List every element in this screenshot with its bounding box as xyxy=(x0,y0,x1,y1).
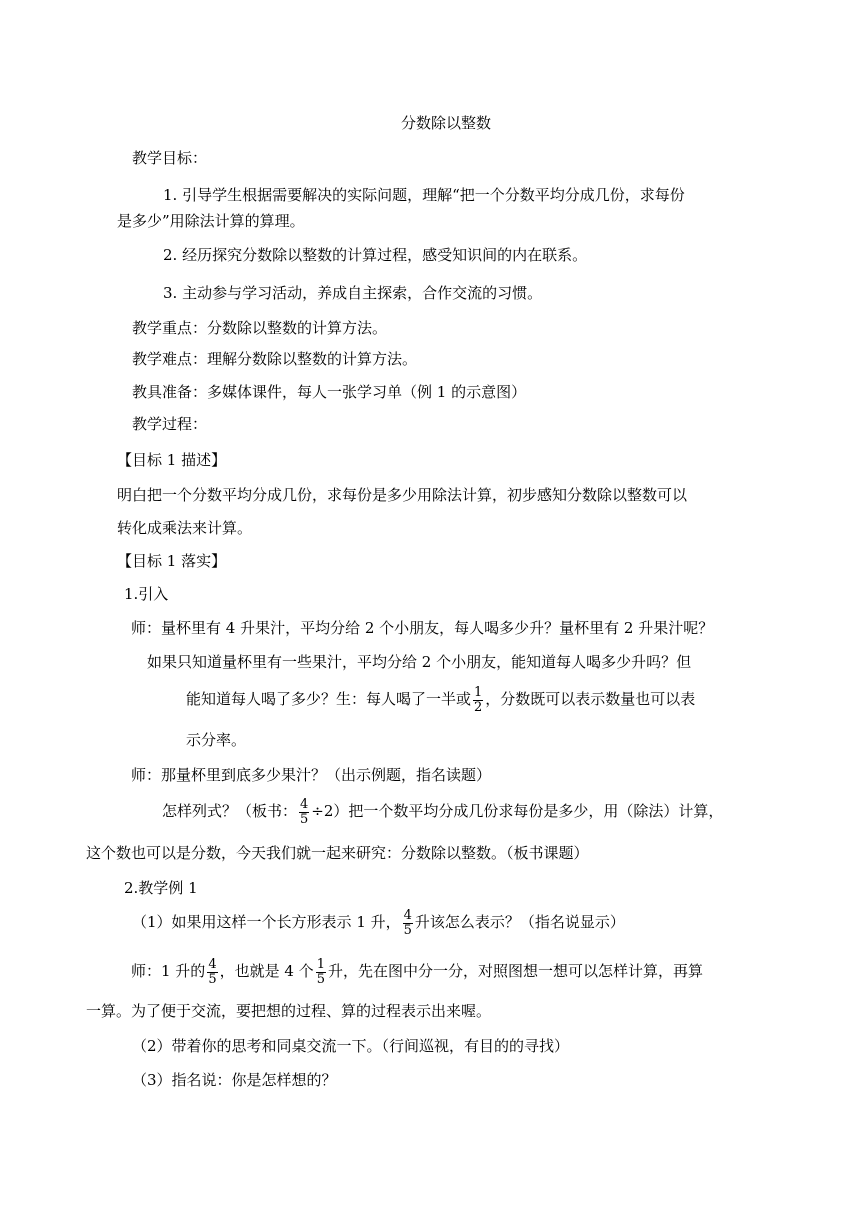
target-1-description-line-1: 明白把一个分数平均分成几份，求每份是多少用除法计算，初步感知分数除以整数可以 xyxy=(117,486,688,504)
teacher-line-3-post: ，分数既可以表示数量也可以表 xyxy=(485,690,696,708)
question-2: （2）带着你的思考和同桌交流一下。（行间巡视，有目的的寻找） xyxy=(132,1037,570,1055)
question-1-pre: （1）如果用这样一个长方形表示 1 升， xyxy=(132,913,401,931)
fraction-four-fifths-numerator: 4 xyxy=(300,796,309,812)
teacher-line-2: 如果只知道量杯里有一些果汁，平均分给 2 个小朋友，能知道每人喝多少升吗？但 xyxy=(147,653,692,671)
formula-line-1 xyxy=(162,796,723,827)
goal-3: 3. 主动参与学习活动，养成自主探索，合作交流的习惯。 xyxy=(163,284,543,302)
target-1-description-heading: 【目标 1 描述】 xyxy=(117,451,227,469)
formula-pre: 怎样列式？（板书： xyxy=(162,802,298,820)
example-heading: 2.教学例 1 xyxy=(124,879,198,897)
goal-1-line-2: 是多少”用除法计算的算理。 xyxy=(117,212,305,230)
goal-1-line-1: 1. 引导学生根据需要解决的实际问题，理解“把一个分数平均分成几份，求每份 xyxy=(163,186,685,204)
teacher-line-6-b: ，也就是 4 个 xyxy=(219,962,314,980)
teacher-line-3-pre: 能知道每人喝了多少？生：每人喝了一半或 xyxy=(186,690,472,708)
teacher-line-1: 师：量杯里有 4 升果汁，平均分给 2 个小朋友，每人喝多少升？量杯里有 2 升果汁呢？ xyxy=(131,619,714,637)
question-3: （3）指名说：你是怎样想的？ xyxy=(132,1071,337,1089)
difficulty: 教学难点：理解分数除以整数的计算方法。 xyxy=(132,350,418,368)
goal-2: 2. 经历探究分数除以整数的计算过程，感受知识间的内在联系。 xyxy=(163,246,588,264)
fraction-one-fifth-denominator: 5 xyxy=(316,971,325,987)
fraction-four-fifths-t6-numerator: 4 xyxy=(208,956,217,972)
question-1 xyxy=(132,907,625,938)
teacher-line-6-line-2: 一算。为了便于交流，要把想的过程、算的过程表示出来喔。 xyxy=(86,1002,492,1020)
fraction-four-fifths-q1 xyxy=(403,909,413,938)
target-1-implementation-heading: 【目标 1 落实】 xyxy=(117,552,227,570)
fraction-one-fifth-numerator: 1 xyxy=(316,956,325,972)
teacher-line-5: 师：那量杯里到底多少果汁？（出示例题，指名读题） xyxy=(131,766,492,784)
fraction-one-half-denominator: 2 xyxy=(474,699,483,715)
goals-heading: 教学目标： xyxy=(132,149,208,167)
fraction-four-fifths-t6-denominator: 5 xyxy=(208,971,217,987)
formula-line-2: 这个数也可以是分数，今天我们就一起来研究：分数除以整数。（板书课题） xyxy=(86,844,589,862)
key-point: 教学重点：分数除以整数的计算方法。 xyxy=(132,319,388,337)
teacher-line-6-a: 师：1 升的 xyxy=(131,962,206,980)
question-1-post: 升该怎么表示？（指名说显示） xyxy=(414,913,625,931)
fraction-four-fifths xyxy=(299,798,309,827)
teacher-line-4: 示分率。 xyxy=(186,731,247,749)
materials: 教具准备：多媒体课件，每人一张学习单（例 1 的示意图） xyxy=(132,383,527,401)
teacher-line-3 xyxy=(186,684,695,715)
teacher-line-6 xyxy=(131,956,703,987)
fraction-one-fifth xyxy=(316,958,326,987)
teacher-line-6-c: 升，先在图中分一分，对照图想一想可以怎样计算，再算 xyxy=(327,962,703,980)
fraction-four-fifths-q1-numerator: 4 xyxy=(403,907,412,923)
intro-heading: 1.引入 xyxy=(124,585,169,603)
fraction-four-fifths-q1-denominator: 5 xyxy=(403,922,412,938)
doc-title: 分数除以整数 xyxy=(401,114,492,132)
target-1-description-line-2: 转化成乘法来计算。 xyxy=(117,519,253,537)
process-heading: 教学过程： xyxy=(132,415,208,433)
fraction-four-fifths-t6 xyxy=(207,958,217,987)
fraction-one-half-numerator: 1 xyxy=(474,684,483,700)
formula-post: ÷2）把一个数平均分成几份求每份是多少，用（除法）计算， xyxy=(311,802,724,820)
fraction-one-half xyxy=(473,686,483,715)
fraction-four-fifths-denominator: 5 xyxy=(300,811,309,827)
